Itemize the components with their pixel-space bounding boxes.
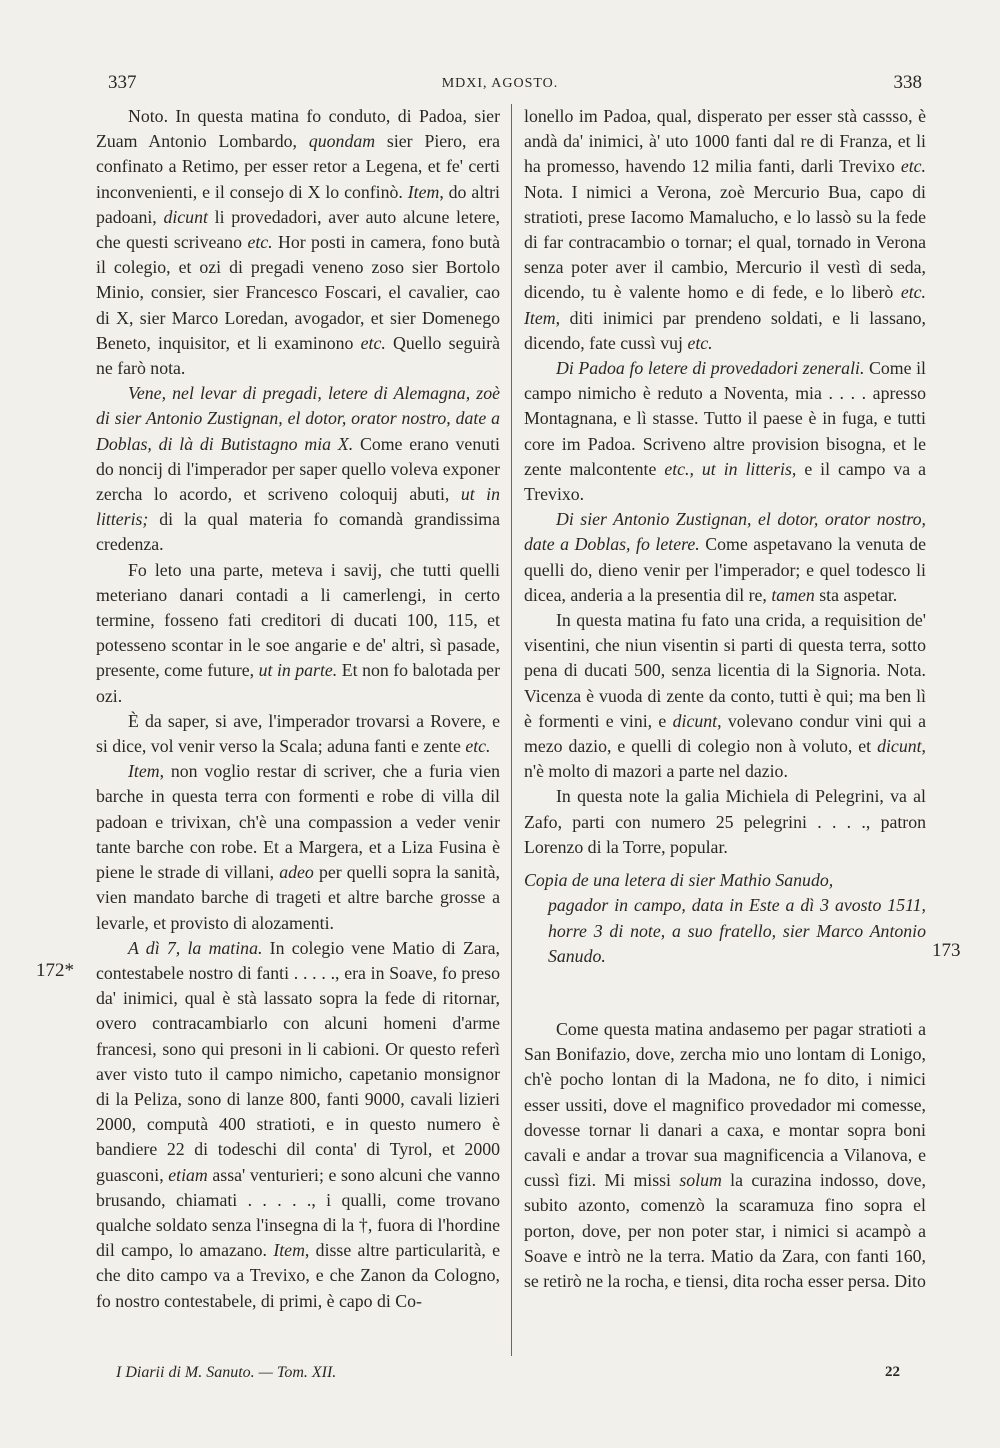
right-text-column	[524, 104, 926, 1294]
paragraph: Vene, nel levar di pregadi, letere di Alemagna, zoè di sier Antonio Zustignan, el dotor, orator nostro, date a Doblas, di là di Butistagno mia X. Come erano venuti do noncij di l'imperador per saper quello voleva exponer zercha lo acordo, et scriveno coloquij abuti, ut in litteris; di la qual materia fo comandà grandissima credenza.	[96, 383, 500, 555]
paragraph: Fo leto una parte, meteva i savij, che tutti quelli meteriano danari contadi a li camerlengi, in certo termine, fosseno fati creditori di ducati 100, 115, et potesseno scontar in le soe angarie e de' altri, sì pasade, presente, come future, ut in parte. Et non fo balotada per ozi.	[96, 559, 500, 706]
margin-number-right: 173	[932, 940, 961, 961]
paragraph: È da saper, si ave, l'imperador trovarsi a Rovere, e si dice, vol venir verso la Scala; aduna fanti e zente etc.	[96, 710, 500, 757]
left-text-column	[96, 104, 500, 1314]
paragraph: lonello im Padoa, qual, disperato per esser stà cassso, è andà da' inimici, à' uto 1000 fanti dal re di Franza, et li ha promesso, havendo 12 milia fanti, darli Trevixo etc. Nota. I nimici a Verona, zoè Mercurio Bua, capo di stratioti, prese Iacomo Mamalucho, e lo lassò su la fede di far contracambio o tornar; el qual, tornado in Verona senza poter aver il cambio, Mercurio il vestì di seda, dicendo, tu è valente homo e di fede, e lo liberò etc. Item, diti inimici par prendeno soldati, e li lassano, dicendo, fate cussì vuj etc.	[524, 106, 926, 353]
paragraph: Item, non voglio restar di scriver, che a furia vien barche in questa terra con formenti e robe di villa dil padoan e trivixan, ch'è una compassion a veder venir tante barche con robe. Et a Margera, et a Liza Fusina è piene le strade di villani, adeo per quelli sopra la sanità, vien mandato barche di trageti et altre barche grosse a levarle, et provisto di alozamenti.	[96, 761, 500, 933]
footer-title: I Diarii di M. Sanuto. — Tom. XII.	[116, 1364, 337, 1381]
paragraph: In questa note la galia Michiela di Pelegrini, va al Zafo, parti con numero 25 pelegrini . . . ., patron Lorenzo di la Torre, popular.	[524, 786, 926, 857]
paragraph: Noto. In questa matina fo conduto, di Padoa, sier Zuam Antonio Lombardo, quondam sier Piero, era confinato a Retimo, per esser retor a Legena, et fe' certi inconvenienti, e il consejo di X lo confinò. Item, do altri padoani, dicunt li provedadori, aver auto alcune letere, che questi scriveano etc. Hor posti in camera, fono butà il colegio, et ozi di pregadi veneno zoso sier Bortolo Minio, consier, sier Francesco Foscari, el cavalier, cao di X, sier Marco Loredan, avogador, et sier Domenego Beneto, inquisitor, et li examinono etc. Quello seguirà ne farò nota.	[96, 106, 500, 379]
paragraph: Di Padoa fo letere di provedadori zenerali. Come il campo nimicho è reduto a Noventa, mia . . . . apresso Montagnana, e lì stasse. Tutto il paese è in fuga, e tutti core im Padoa. Scriveno altre provision bisogna, et le zente malcontente etc., ut in litteris, e il campo va a Trevixo.	[524, 358, 927, 505]
letter-heading: Copia de una letera di sier Mathio Sanudo, pagador in campo, data in Este a dì 3 avosto 1511, horre 3 di note, a suo fratello, sier Marco Antonio Sanudo.	[524, 870, 926, 966]
page-number-left: 337	[108, 72, 137, 93]
paragraph: Come questa matina andasemo per pagar stratioti a San Bonifazio, dove, zercha mio uno lontam di Lonigo, ch'è pocho lontan di la Madona, ne fo dito, i nimici esser ussiti, dove el magnifico provedador mi comesse, dovesse tornar li danari a caxa, e montar sopra boni cavali e andar a trovar sua magnificencia a Vilanova, e cussì fizi. Mi missi solum la curazina indosso, dove, subito azonto, comenzò la scaramuza fino sopra el porton, dove, per non poter star, i nimici si acampò a Soave e intrò ne la terra. Matio da Zara, con fanti 160, se retirò ne la rocha, e tiensi, dita rocha esser persa. Dito	[524, 1018, 926, 1291]
paragraph: A dì 7, la matina. In colegio vene Matio di Zara, contestabele nostro di fanti . . . . ., era in Soave, fo preso da' inimici, qual è stà lassato sopra la fede di ritornar, overo contracambiarlo con alcuni homeni d'arme francesi, sono qui presoni in li cabioni. Or questo referì aver visto tuto il campo nimicho, capetanio monsignor di la Peliza, sono di lanze 800, fanti 9000, cavali lizieri 2000, computà 400 stratioti, e in questo numero è bandiere 22 di todeschi dil conta' di Tyrol, et 2000 guasconi, etiam assa' venturieri; e sono alcuni che vanno brusando, chiamati . . . . ., i qualli, come trovano qualche soldato senza l'insegna di la †, fuora di l'hordine dil campo, lo amazano. Item, disse altre particularità, e che dito campo va a Trevixo, e che Zanon da Cologno, fo nostro contestabele, di primi, è capo di Co-	[96, 937, 500, 1311]
page-number-right: 338	[893, 72, 922, 93]
column-divider	[511, 104, 512, 1356]
paragraph: Di sier Antonio Zustignan, el dotor, orator nostro, date a Doblas, fo letere. Come aspetavano la venuta de quelli do, dieno venir per l'imperador; e quel todesco li dicea, anderia a la presentia dil re, tamen sta aspetar.	[524, 509, 926, 605]
margin-number-left: 172*	[36, 960, 74, 981]
signature-number: 22	[885, 1364, 900, 1380]
paragraph: In questa matina fu fato una crida, a requisition de' visentini, che niun visentin si parti di questa terra, sotto pena di ducati 500, senza licentia di la Signoria. Nota. Vicenza è vuoda di zente da conto, tutti è qui; ma ben lì è formenti e vini, e dicunt, volevano condur vini qui a mezo dazio, e quelli di colegio non à voluto, et dicunt, n'è molto di mazori a parte nel dazio.	[524, 610, 926, 782]
running-title: MDXI, AGOSTO.	[441, 76, 559, 91]
